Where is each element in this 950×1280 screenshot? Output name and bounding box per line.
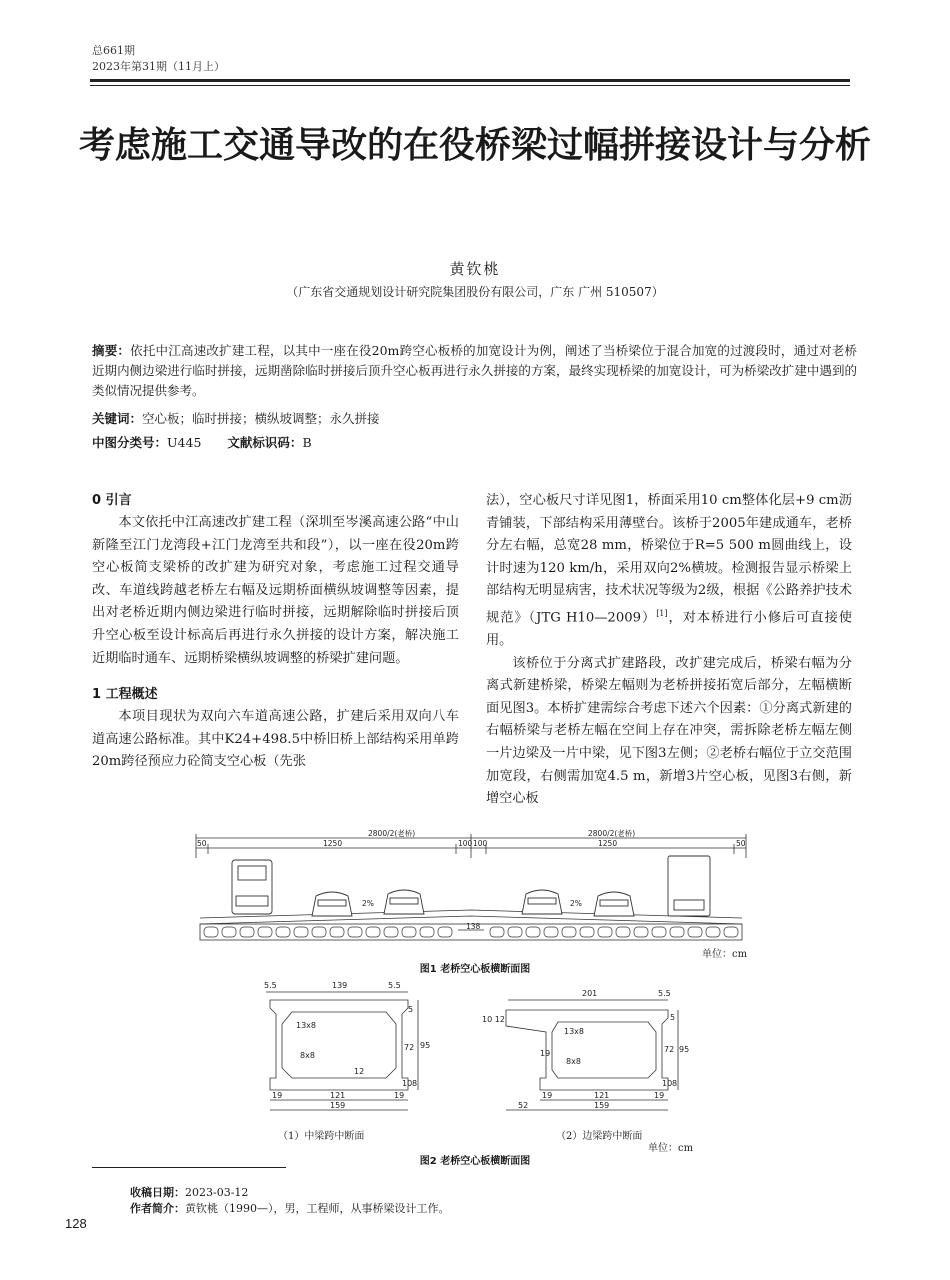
- header-rule-thin: [90, 85, 850, 86]
- page-number: 128: [65, 1216, 87, 1231]
- fig1-dim-1250-right: 1250: [598, 839, 618, 848]
- abstract: [92, 341, 857, 401]
- abstract-text: 依托中江高速改扩建工程，以其中一座在役20m跨空心板桥的加宽设计为例，阐述了当桥梁位于混合加宽的过渡段时，通过对老桥近期内侧边梁进行临时拼接，远期凿除临时拼接后顶升空心板再进行永久拼接的方案，最终实现桥梁的加宽设计，可为桥梁改扩建中遇到的类似情况提供参考。: [92, 343, 857, 398]
- fig2a-dim-19-left: 19: [272, 1091, 283, 1100]
- bio-label: 作者简介：: [130, 1202, 185, 1215]
- fig1-dim-1250-left: 1250: [323, 839, 343, 848]
- fig2b-dim-19-side: 19: [540, 1049, 551, 1058]
- figure-2-unit: 单位：cm: [648, 1143, 694, 1154]
- fig2b-dim-5: 5: [670, 1013, 676, 1022]
- fig2b-dim-159: 159: [594, 1101, 610, 1110]
- keywords-label: 关键词：: [92, 411, 143, 426]
- fig1-dim-right: 2800/2(老桥): [588, 829, 636, 838]
- section-0-title: 0 引言: [92, 493, 132, 508]
- figure-2a-caption: （1）中梁跨中断面: [278, 1131, 365, 1142]
- fig2a-dim-72: 72: [404, 1043, 415, 1052]
- doccode: B: [302, 435, 312, 450]
- left-column: [92, 490, 459, 774]
- classification-line: [92, 433, 857, 453]
- fig2b-dim-201: 201: [582, 989, 598, 998]
- fig2b-dim-95: 95: [679, 1045, 690, 1054]
- journal-issue-total: 总661期: [92, 44, 135, 57]
- fig1-dim-138: 138: [466, 922, 481, 931]
- fig2b-dim-10-12: 10 12: [482, 1015, 505, 1024]
- fig2b-dim-19-left: 19: [542, 1091, 553, 1100]
- received-date: [130, 1184, 248, 1200]
- class-label: 中图分类号：: [92, 435, 168, 450]
- header-rule-thick: [90, 79, 850, 82]
- figure-1-caption: 图1 老桥空心板横断面图: [419, 964, 531, 975]
- journal-issue-date: 2023年第31期（11月上）: [92, 60, 225, 73]
- fig1-dim-100-right: 100: [473, 839, 488, 848]
- fig2b-dim-52: 52: [518, 1101, 529, 1110]
- fig1-dim-left: 2800/2(老桥): [368, 829, 416, 838]
- fig2a-dim-5-5-right: 5.5: [388, 981, 401, 990]
- fig2b-dim-72: 72: [664, 1045, 675, 1054]
- author-name: 黄钦桃: [449, 260, 501, 278]
- doccode-label: 文献标识码：: [227, 435, 303, 450]
- fig1-dim-100-left: 100: [458, 839, 473, 848]
- fig2b-dim-121: 121: [594, 1091, 610, 1100]
- abstract-label: 摘要：: [92, 343, 131, 358]
- fig2a-dim-8x8: 8x8: [300, 1051, 315, 1060]
- class-code: U445: [167, 435, 202, 450]
- fig2b-dim-10: 10: [662, 1079, 673, 1088]
- citation-1[interactable]: [1]: [656, 608, 668, 618]
- fig2a-dim-12: 12: [354, 1067, 365, 1076]
- fig2a-dim-5: 5: [408, 1005, 414, 1014]
- fig1-slope-left: 2%: [362, 899, 374, 908]
- section-1-title: 1 工程概述: [92, 687, 158, 703]
- fig2a-dim-121: 121: [330, 1091, 346, 1100]
- fig2a-dim-13x8: 13x8: [296, 1021, 317, 1030]
- fig2a-dim-139: 139: [332, 981, 348, 990]
- fig2a-dim-8: 8: [412, 1079, 418, 1088]
- fig1-dim-50-right: 50: [736, 839, 746, 848]
- figure-2a-middle-beam: [258, 978, 431, 1118]
- bio-value: 黄钦桃（1990—），男，工程师，从事桥梁设计工作。: [185, 1202, 450, 1215]
- figure-2b-caption: （2）边梁跨中断面: [556, 1131, 643, 1142]
- footnote-rule: [92, 1167, 286, 1168]
- received-value: 2023-03-12: [185, 1186, 249, 1199]
- keywords-text: 空心板；临时拼接；横纵坡调整；永久拼接: [142, 411, 380, 426]
- figure-1-cross-section: [188, 830, 758, 960]
- fig2b-dim-8: 8: [672, 1079, 678, 1088]
- fig2b-dim-13x8: 13x8: [564, 1027, 585, 1036]
- figure-1-unit: 单位：cm: [702, 949, 748, 960]
- fig2b-dim-5-5: 5.5: [658, 989, 671, 998]
- fig2a-dim-95: 95: [420, 1041, 431, 1050]
- author-affiliation: （广东省交通规划设计研究院集团股份有限公司，广东 广州 510507）: [286, 285, 664, 299]
- keywords: [92, 409, 857, 429]
- author-bio: [130, 1200, 450, 1216]
- figure-2-caption: 图2 老桥空心板横断面图: [419, 1156, 531, 1167]
- fig2a-dim-159: 159: [330, 1101, 346, 1110]
- fig1-slope-right: 2%: [570, 899, 582, 908]
- paragraph-text: 法），空心板尺寸详见图1，桥面采用10 cm整体化层+9 cm沥青铺装，下部结构采用薄壁台。该桥于2005年建成通车，老桥分左右幅，总宽28 mm，桥梁位于R=5 500 m圆曲线上，设计时速为120 km/h，采用双向2%横坡。检测报告显示桥梁上部结构无明显病害，技术状况等级为2级，根据《公路养护技术规范》（JTG H10—2009）: [486, 493, 852, 626]
- fig2a-dim-19-right: 19: [394, 1091, 405, 1100]
- paragraph-tail: ，对本桥进行小修后可直接使用。: [486, 610, 852, 648]
- fig2a-dim-5-5-left: 5.5: [264, 981, 277, 990]
- section-1-paragraph-start: 本项目现状为双向六车道高速公路，扩建后采用双向八车道高速公路标准。其中K24+498.5中桥旧桥上部结构采用单跨20m跨径预应力砼简支空心板（先张: [92, 709, 459, 770]
- fig2b-dim-8x8: 8x8: [566, 1057, 581, 1066]
- right-column: [486, 490, 852, 811]
- fig1-dim-50-left: 50: [197, 839, 207, 848]
- fig2b-dim-19-right: 19: [654, 1091, 665, 1100]
- section-1-paragraph-2: 该桥位于分离式扩建路段，改扩建完成后，桥梁右幅为分离式新建桥梁，桥梁左幅则为老桥拼接拓宽后部分，左幅横断面见图3。本桥扩建需综合考虑下述六个因素：①分离式新建的右幅桥梁与老桥左幅在空间上存在冲突，需拆除老桥左幅左侧一片边梁及一片中梁，见下图3左侧；②老桥右幅位于立交范围加宽段，右侧需加宽4.5 m，新增3片空心板，见图3右侧，新增空心板: [486, 655, 852, 807]
- vehicle-icons: [232, 856, 710, 916]
- section-1-paragraph-cont: [486, 490, 852, 653]
- received-label: 收稿日期：: [130, 1186, 185, 1199]
- section-0-paragraph: 本文依托中江高速改扩建工程（深圳至岑溪高速公路“中山新隆至江门龙湾段+江门龙湾至共和段”），以一座在役20m跨空心板简支梁桥的改扩建为研究对象，考虑施工过程交通导改、车道线跨越老桥左右幅及远期桥面横纵坡调整等因素，提出对老桥近期内侧边梁进行临时拼接，远期解除临时拼接后顶升空心板至设计标高后再进行永久拼接的设计方案，解决施工近期临时通车、远期桥梁横纵坡调整的桥梁扩建问题。: [92, 515, 459, 666]
- fig2a-dim-10: 10: [402, 1079, 413, 1088]
- figure-2b-edge-beam: [478, 988, 688, 1118]
- article-title: 考虑施工交通导改的在役桥梁过幅拼接设计与分析: [78, 125, 871, 166]
